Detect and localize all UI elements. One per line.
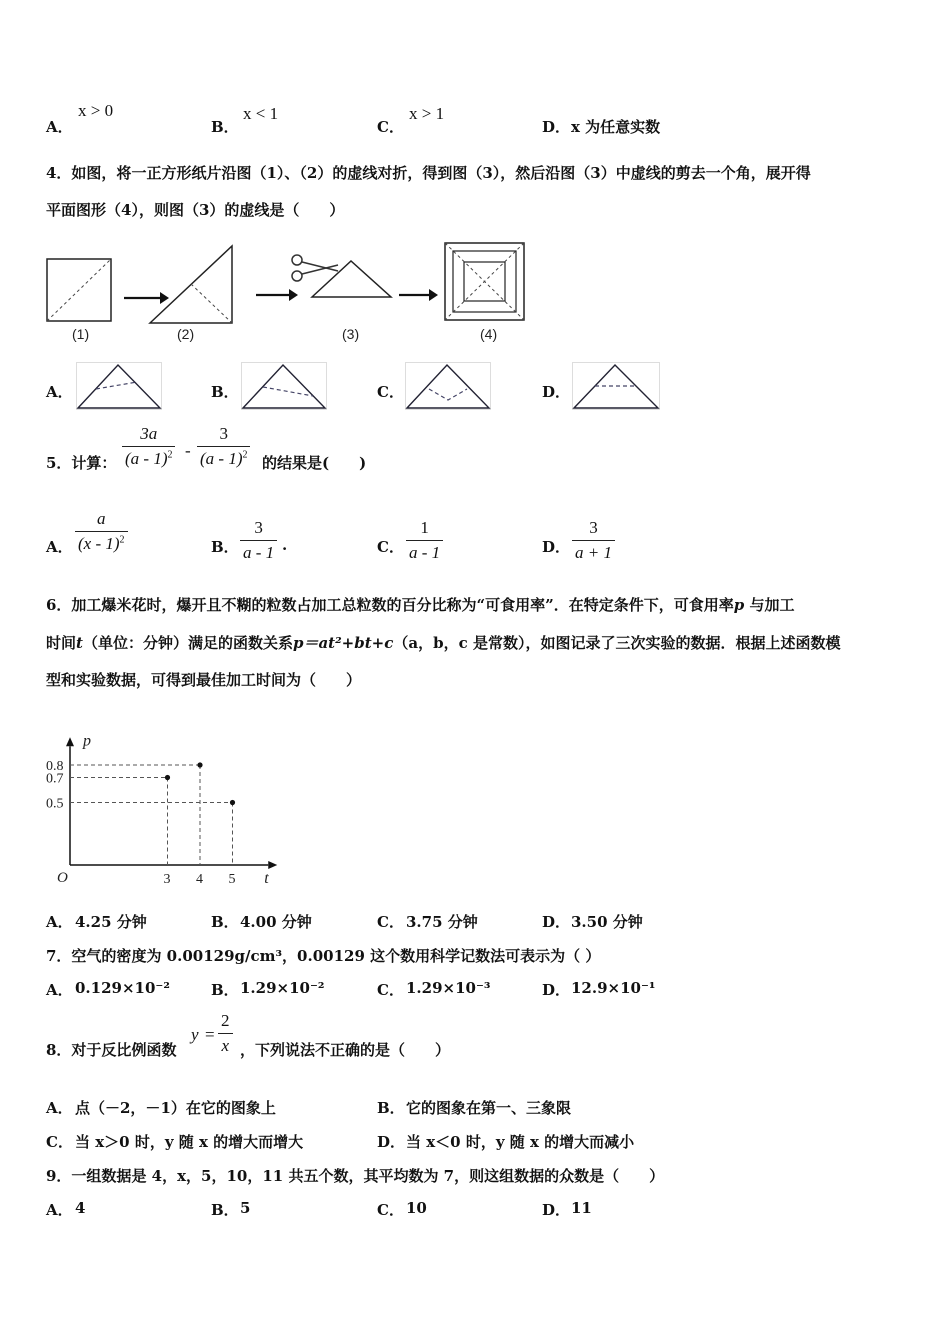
q5-frac1-numerator: 3a bbox=[140, 424, 158, 443]
q5-prefix: 5．计算： bbox=[46, 454, 117, 472]
q7-option-b-label: B． bbox=[211, 981, 239, 999]
q8-numerator: 2 bbox=[221, 1011, 230, 1030]
q5-option-d-fraction bbox=[572, 518, 615, 563]
q5-option-c-den: a - 1 bbox=[409, 543, 441, 562]
q7-option-c-text: 1.29×10⁻³ bbox=[406, 979, 491, 997]
origin-label: O bbox=[57, 870, 68, 886]
data-point-1 bbox=[197, 762, 202, 767]
q6-var-p: p bbox=[733, 596, 745, 614]
fig2-label: (2) bbox=[177, 326, 195, 342]
x-tick-label-5: 5 bbox=[228, 872, 236, 887]
q5-option-a-exp: 2 bbox=[119, 534, 125, 546]
q5-frac1-exponent: 2 bbox=[167, 449, 173, 461]
q5-option-a-fraction bbox=[75, 509, 128, 554]
q3-option-c-expr: x > 1 bbox=[409, 104, 445, 123]
q5-option-b-den: a - 1 bbox=[243, 543, 275, 562]
x-tick-label-4: 4 bbox=[196, 872, 203, 887]
x-axis-label: t bbox=[264, 870, 269, 887]
q8-option-a-text: 点（－2，－1）在它的图象上 bbox=[75, 1099, 276, 1117]
q5-minus: - bbox=[185, 441, 191, 460]
q5-option-b-num: 3 bbox=[254, 518, 263, 537]
q9-option-a-label: A． bbox=[46, 1201, 73, 1219]
q9-option-a-text: 4 bbox=[75, 1199, 86, 1217]
q3-option-d-expr: x 为任意实数 bbox=[571, 118, 661, 136]
y-tick-label-0.8: 0.8 bbox=[46, 759, 64, 774]
q6-option-d-label: D． bbox=[542, 913, 571, 931]
data-point-0 bbox=[165, 775, 170, 780]
q6-option-b-text: 4.00 分钟 bbox=[240, 913, 312, 931]
q7-option-c-label: C． bbox=[377, 981, 404, 999]
x-axis-arrow bbox=[268, 861, 277, 869]
q8-equals: = bbox=[205, 1025, 215, 1044]
q5-option-d-den: a + 1 bbox=[575, 543, 612, 562]
q9-option-b-text: 5 bbox=[240, 1199, 251, 1217]
q5-option-a-den: (x - 1) bbox=[78, 534, 120, 553]
q5-option-b-label: B． bbox=[211, 538, 239, 556]
q8-option-c-label: C． bbox=[46, 1133, 73, 1151]
q9-option-d-label: D． bbox=[542, 1201, 571, 1219]
q6-var-t: t bbox=[76, 634, 83, 652]
q6-option-d-text: 3.50 分钟 bbox=[571, 913, 643, 931]
q8-denominator: x bbox=[221, 1036, 230, 1055]
q8-option-c-text: 当 x＞0 时，y 随 x 的增大而增大 bbox=[75, 1133, 304, 1151]
q3-option-a-label: A． bbox=[46, 118, 73, 136]
q7-option-b-text: 1.29×10⁻² bbox=[240, 979, 325, 997]
q6-option-b-label: B． bbox=[211, 913, 239, 931]
q9-option-c-label: C． bbox=[377, 1201, 404, 1219]
q4-option-c-label: C． bbox=[377, 383, 404, 401]
y-tick-label-0.7: 0.7 bbox=[46, 771, 64, 787]
arrow-2 bbox=[289, 289, 298, 301]
arrow-3 bbox=[429, 289, 438, 301]
q5-option-a-label: A． bbox=[46, 538, 73, 556]
q9-option-b-label: B． bbox=[211, 1201, 239, 1219]
q4-stem-line2: 平面图形（4），则图（3）的虚线是（ ） bbox=[46, 201, 345, 219]
q5-option-d-label: D． bbox=[542, 538, 571, 556]
q6-formula: p＝at²+bt+c bbox=[292, 634, 394, 652]
q9-stem: 9．一组数据是 4，x，5，10，11 共五个数，其平均数为 7，则这组数据的众数是（ ） bbox=[46, 1167, 665, 1185]
data-point-2 bbox=[230, 800, 235, 805]
x-tick-label-3: 3 bbox=[163, 872, 171, 887]
q4-option-d-figure bbox=[572, 362, 660, 410]
q5-suffix: 的结果是( ) bbox=[262, 454, 367, 472]
q5-option-c-label: C． bbox=[377, 538, 404, 556]
q5-frac2-numerator: 3 bbox=[219, 424, 228, 443]
q5-option-a-num: a bbox=[97, 509, 106, 528]
q8-var-y: y bbox=[191, 1025, 199, 1044]
q4-option-a-figure bbox=[76, 362, 162, 410]
q8-option-d-label: D． bbox=[377, 1133, 406, 1151]
q5-option-b-fraction bbox=[240, 518, 277, 563]
q6-option-a-label: A． bbox=[46, 913, 73, 931]
q4-stem-line1: 4．如图，将一正方形纸片沿图（1）、（2）的虚线对折，得到图（3），然后沿图（3）中虚线的剪去一个角，展开得 bbox=[46, 164, 811, 182]
q6-chart bbox=[40, 700, 290, 895]
q7-stem: 7．空气的密度为 0.00129g/cm³，0.00129 这个数用科学记数法可表示为（ ） bbox=[46, 947, 601, 965]
q8-suffix: ，下列说法不正确的是（ ） bbox=[240, 1041, 451, 1059]
q3-option-b-label: B． bbox=[211, 118, 239, 136]
q5-option-c-num: 1 bbox=[420, 518, 429, 537]
q5-frac2-exponent: 2 bbox=[242, 449, 248, 461]
q4-option-d-label: D． bbox=[542, 383, 571, 401]
q8-option-b-text: 它的图象在第一、三象限 bbox=[406, 1099, 572, 1117]
arrow-1 bbox=[160, 292, 169, 304]
q6-option-c-text: 3.75 分钟 bbox=[406, 913, 478, 931]
scissors-icon bbox=[292, 255, 338, 281]
fig3-label: (3) bbox=[342, 326, 360, 342]
q3-option-c-label: C． bbox=[377, 118, 404, 136]
q6-option-a-text: 4.25 分钟 bbox=[75, 913, 147, 931]
q3-option-b-expr: x < 1 bbox=[243, 104, 279, 123]
q7-option-d-text: 12.9×10⁻¹ bbox=[571, 979, 656, 997]
q6-stem-line3: 型和实验数据，可得到最佳加工时间为（ ） bbox=[46, 671, 362, 689]
q7-option-d-label: D． bbox=[542, 981, 571, 999]
q3-option-d-label: D． bbox=[542, 118, 571, 136]
q8-option-a-label: A． bbox=[46, 1099, 73, 1117]
y-axis-arrow bbox=[66, 737, 74, 746]
q8-option-b-label: B． bbox=[377, 1099, 405, 1117]
q5-option-c-fraction bbox=[406, 518, 443, 563]
q8-prefix: 8．对于反比例函数 bbox=[46, 1041, 177, 1059]
fig2-fold-line bbox=[191, 284, 232, 323]
q9-option-d-text: 11 bbox=[571, 1199, 592, 1217]
q5-fraction-2 bbox=[197, 424, 250, 469]
q8-fraction bbox=[218, 1011, 233, 1056]
fig1-diagonal bbox=[47, 259, 111, 321]
q5-option-d-num: 3 bbox=[589, 518, 598, 537]
fig1-label: (1) bbox=[72, 326, 90, 342]
fig4-label: (4) bbox=[480, 326, 498, 342]
q5-frac1-denominator: (a - 1) bbox=[125, 449, 168, 468]
q6-stem-line1: 6．加工爆米花时，爆开且不糊的粒数占加工总粒数的百分比称为“可食用率”．在特定条件下，可食用率p 与加工 bbox=[46, 596, 795, 614]
q5-option-b-tail: . bbox=[282, 536, 288, 554]
y-axis-label: p bbox=[83, 732, 91, 750]
q7-option-a-text: 0.129×10⁻² bbox=[75, 979, 170, 997]
fig3-triangle bbox=[312, 261, 391, 297]
q4-folding-figure bbox=[44, 240, 528, 344]
q7-option-a-label: A． bbox=[46, 981, 73, 999]
q3-option-a-expr: x > 0 bbox=[78, 101, 114, 120]
q5-frac2-denominator: (a - 1) bbox=[200, 449, 243, 468]
q5-fraction-1 bbox=[122, 424, 175, 469]
q4-option-b-label: B． bbox=[211, 383, 239, 401]
q6-option-c-label: C． bbox=[377, 913, 404, 931]
q6-stem-line2: 时间t（单位：分钟）满足的函数关系p＝at²+bt+c（a，b，c 是常数），如图记录了三次实验的数据．根据上述函数模 bbox=[46, 634, 841, 652]
q4-option-b-figure bbox=[241, 362, 327, 410]
y-tick-label-0.5: 0.5 bbox=[46, 796, 64, 812]
q4-option-c-figure bbox=[405, 362, 491, 410]
q9-option-c-text: 10 bbox=[406, 1199, 427, 1217]
q4-option-a-label: A． bbox=[46, 383, 73, 401]
q8-option-d-text: 当 x＜0 时，y 随 x 的增大而减小 bbox=[406, 1133, 635, 1151]
